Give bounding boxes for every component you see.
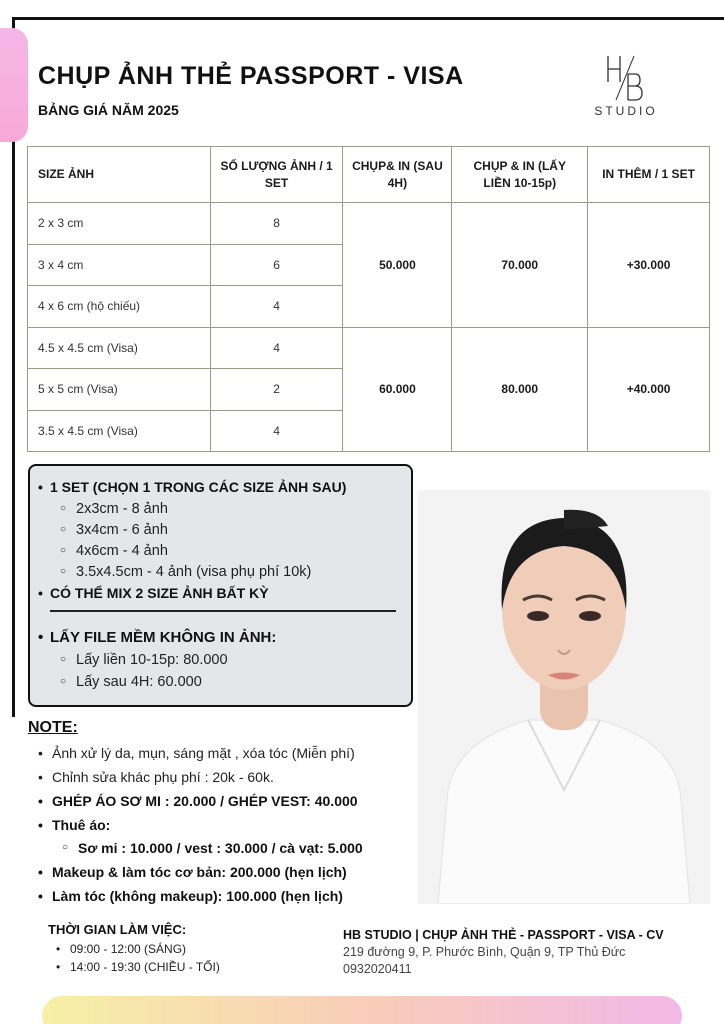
- header-price-after-4h: CHỤP& IN (SAU 4H): [343, 147, 452, 203]
- qty-cell: 4: [210, 327, 343, 369]
- qty-cell: 4: [210, 286, 343, 328]
- pink-accent-tab: [0, 28, 28, 142]
- set-option: ○ 3x4cm - 6 ảnh: [76, 522, 168, 538]
- mix-note: • CÓ THỂ MIX 2 SIZE ẢNH BẤT KỲ: [50, 585, 269, 601]
- price-after4h-cell: 50.000: [343, 203, 452, 328]
- size-cell: 2 x 3 cm: [28, 203, 211, 245]
- note-item: • Ảnh xử lý da, mụn, sáng mặt , xóa tóc (Miễn phí): [52, 745, 355, 761]
- header-price-instant: CHỤP & IN (LẤY LIỀN 10-15p): [452, 147, 588, 203]
- set-title: • 1 SET (CHỌN 1 TRONG CÁC SIZE ẢNH SAU): [50, 479, 346, 495]
- working-hours-title: THỜI GIAN LÀM VIỆC:: [48, 922, 187, 937]
- file-option: ○ Lấy sau 4H: 60.000: [76, 674, 202, 690]
- file-option: ○ Lấy liền 10-15p: 80.000: [76, 652, 228, 668]
- hb-logo: [586, 52, 666, 122]
- set-option: ○ 3.5x4.5cm - 4 ảnh (visa phụ phí 10k): [76, 564, 311, 580]
- price-instant-cell: 80.000: [452, 327, 588, 452]
- table-row: [28, 203, 710, 245]
- table-row: [28, 327, 710, 369]
- working-hours-item: • 14:00 - 19:30 (CHIỀU - TỐI): [70, 960, 220, 974]
- set-info-box: [28, 464, 413, 707]
- file-title: • LẤY FILE MỀM KHÔNG IN ẢNH:: [50, 629, 276, 646]
- set-option: ○ 2x3cm - 8 ảnh: [76, 501, 168, 517]
- note-item: • Chỉnh sửa khác phụ phí : 20k - 60k.: [52, 769, 274, 785]
- set-option: ○ 4x6cm - 4 ảnh: [76, 543, 168, 559]
- hb-monogram-icon: [598, 52, 654, 104]
- qty-cell: 2: [210, 369, 343, 411]
- qty-cell: 8: [210, 203, 343, 245]
- note-item: • GHÉP ÁO SƠ MI : 20.000 / GHÉP VEST: 40.000: [52, 793, 358, 809]
- qty-cell: 6: [210, 244, 343, 286]
- price-extra-cell: +40.000: [588, 327, 710, 452]
- box-divider: [50, 610, 396, 612]
- price-table: [27, 146, 710, 452]
- footer-phone: 0932020411: [343, 962, 412, 976]
- size-cell: 5 x 5 cm (Visa): [28, 369, 211, 411]
- note-subitem: ○ Sơ mi : 10.000 / vest : 30.000 / cà vạt: 5.000: [78, 840, 363, 856]
- price-extra-cell: +30.000: [588, 203, 710, 328]
- price-instant-cell: 70.000: [452, 203, 588, 328]
- table-header-row: [28, 147, 710, 203]
- size-cell: 4.5 x 4.5 cm (Visa): [28, 327, 211, 369]
- page-title: CHỤP ẢNH THẺ PASSPORT - VISA: [38, 62, 464, 90]
- top-border: [12, 17, 724, 20]
- page-subtitle: BẢNG GIÁ NĂM 2025: [38, 102, 179, 118]
- header-size: SIZE ẢNH: [28, 147, 211, 203]
- footer-address: 219 đường 9, P. Phước Bình, Quận 9, TP Thủ Đức: [343, 945, 626, 959]
- working-hours-item: • 09:00 - 12:00 (SÁNG): [70, 942, 186, 956]
- qty-cell: 4: [210, 410, 343, 452]
- note-title: NOTE:: [28, 719, 78, 736]
- price-after4h-cell: 60.000: [343, 327, 452, 452]
- bottom-gradient-bar: [42, 996, 682, 1024]
- note-item: • Làm tóc (không makeup): 100.000 (hẹn lịch): [52, 888, 343, 904]
- size-cell: 3 x 4 cm: [28, 244, 211, 286]
- size-cell: 4 x 6 cm (hộ chiếu): [28, 286, 211, 328]
- size-cell: 3.5 x 4.5 cm (Visa): [28, 410, 211, 452]
- logo-text: STUDIO: [594, 104, 658, 118]
- note-item: • Makeup & làm tóc cơ bản: 200.000 (hẹn lịch): [52, 864, 347, 880]
- header-quantity: SỐ LƯỢNG ẢNH / 1 SET: [210, 147, 343, 203]
- sample-portrait-photo: [418, 490, 710, 904]
- note-item: • Thuê áo:: [52, 817, 110, 833]
- header-extra-print: IN THÊM / 1 SET: [588, 147, 710, 203]
- footer-studio-name: HB STUDIO | CHỤP ẢNH THẺ - PASSPORT - VISA - CV: [343, 928, 664, 942]
